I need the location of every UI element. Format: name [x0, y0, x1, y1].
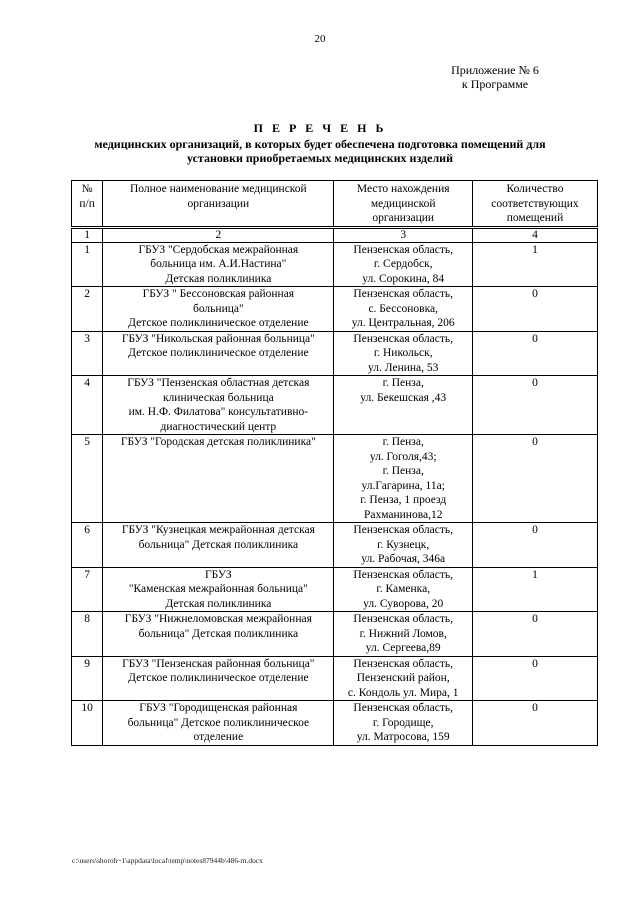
- organization-location-line: г. Пенза,: [382, 436, 424, 448]
- organization-location-line: Пензенская область,: [353, 657, 453, 670]
- organization-location: [334, 567, 473, 612]
- organization-location-line: г. Пенза, 1 проезд: [360, 494, 447, 506]
- organization-name: [103, 287, 334, 332]
- row-number: 6: [72, 523, 103, 568]
- organization-location-line: ул. Матросова, 159: [356, 731, 450, 743]
- premises-count: 1: [472, 567, 597, 612]
- header-name-line-1: Полное наименование медицинской: [129, 183, 307, 195]
- organization-name: [103, 612, 334, 657]
- organization-name-line: ГБУЗ " Бессоновская районная: [142, 288, 295, 300]
- organization-name-line: Детская поликлиника: [165, 272, 272, 285]
- organization-location: [334, 701, 473, 746]
- organization-location-line: Пензенский район,: [356, 672, 450, 684]
- organization-name-line: Детское поликлиническое отделение: [128, 317, 309, 329]
- organization-location-line: г. Пенза,: [382, 465, 424, 477]
- organization-location: [334, 376, 473, 435]
- table-row: [72, 376, 598, 435]
- organization-location-line: Пензенская область,: [353, 524, 453, 536]
- organization-name-line: им. Н.Ф. Филатова" консультативно-: [128, 406, 309, 418]
- row-number: 5: [72, 435, 103, 523]
- table-row: [72, 435, 598, 523]
- premises-count: 0: [472, 523, 597, 568]
- organization-location-line: Пензенская область,: [353, 568, 453, 581]
- column-number: 3: [334, 227, 473, 242]
- organization-name-line: "Каменская межрайонная больница": [128, 583, 308, 595]
- premises-count: 0: [472, 701, 597, 746]
- organization-location-line: г. Сердобск,: [373, 258, 433, 270]
- organization-name: [103, 523, 334, 568]
- header-place-line-2: медицинской: [370, 197, 436, 210]
- table-row: [72, 331, 598, 376]
- header-count-line-2: соответствующих: [491, 197, 579, 210]
- organization-location: [334, 523, 473, 568]
- organization-location-line: Пензенская область,: [353, 332, 453, 345]
- organization-location-line: г. Каменка,: [376, 583, 431, 595]
- organization-name-line: больница" Детская поликлиника: [138, 627, 299, 640]
- organization-location-line: Пензенская область,: [353, 702, 453, 714]
- premises-count: 0: [472, 612, 597, 657]
- organization-name: [103, 331, 334, 376]
- organization-location-line: ул.Гагарина, 11а;: [361, 479, 445, 492]
- organization-location-line: ул. Сергеева,89: [365, 642, 441, 654]
- organization-name-line: ГБУЗ: [205, 568, 232, 581]
- organization-location: [334, 612, 473, 657]
- row-number: 3: [72, 331, 103, 376]
- organization-location: [334, 242, 473, 287]
- organization-location-line: ул. Сорокина, 84: [362, 272, 445, 285]
- organization-location: [334, 331, 473, 376]
- column-number: 2: [103, 227, 334, 242]
- header-number: [72, 181, 103, 228]
- row-number: 10: [72, 701, 103, 746]
- organization-location: [334, 656, 473, 701]
- organization-location-line: с. Кондоль ул. Мира, 1: [347, 686, 459, 699]
- row-number: 4: [72, 376, 103, 435]
- header-number-line-1: №: [81, 183, 93, 195]
- row-number: 2: [72, 287, 103, 332]
- organization-name-line: Детское поликлиническое отделение: [128, 347, 309, 359]
- header-place-line-1: Место нахождения: [356, 183, 450, 195]
- organization-location-line: Пензенская область,: [353, 243, 453, 256]
- organization-location-line: ул. Гоголя,43;: [369, 450, 437, 463]
- table-row: [72, 701, 598, 746]
- organization-name: [103, 242, 334, 287]
- organization-name-line: больница": [192, 302, 244, 315]
- header-place: [334, 181, 473, 228]
- organization-name-line: больница им. А.И.Настина": [150, 258, 287, 270]
- premises-count: 0: [472, 376, 597, 435]
- organization-name-line: больница" Детская поликлиника: [138, 538, 299, 551]
- row-number: 7: [72, 567, 103, 612]
- organization-location: [334, 287, 473, 332]
- organization-name-line: больница" Детское поликлиническое: [127, 716, 310, 729]
- document-title: П Е Р Е Ч Е Н Ь: [253, 121, 387, 135]
- table-row: [72, 242, 598, 287]
- organization-location: [334, 435, 473, 523]
- organization-location-line: Пензенская область,: [353, 288, 453, 300]
- document-subtitle: [60, 137, 580, 165]
- organization-name-line: ГБУЗ "Никольская районная больница": [121, 332, 315, 345]
- organization-location-line: ул. Ленина, 53: [368, 361, 439, 374]
- organization-name: [103, 701, 334, 746]
- subtitle-line-1: медицинских организаций, в которых будет обеспечена подготовка помещений для: [94, 137, 546, 151]
- organization-location-line: Рахманинова,12: [363, 508, 443, 521]
- organization-name: [103, 567, 334, 612]
- premises-count: 1: [472, 242, 597, 287]
- table-row: [72, 612, 598, 657]
- organization-name-line: ГБУЗ "Нижнеломовская межрайонная: [124, 613, 312, 625]
- organization-name-line: ГБУЗ "Городищенская районная: [139, 702, 298, 714]
- column-number-row: [72, 227, 598, 242]
- premises-count: 0: [472, 287, 597, 332]
- table-row: [72, 287, 598, 332]
- header-count: [472, 181, 597, 228]
- row-number: 9: [72, 656, 103, 701]
- organization-name-line: ГБУЗ "Сердобская межрайонная: [138, 243, 299, 256]
- row-number: 1: [72, 242, 103, 287]
- table-header-row: [72, 181, 598, 228]
- organization-location-line: ул. Рабочая, 346а: [361, 553, 446, 565]
- premises-count: 0: [472, 656, 597, 701]
- header-number-line-2: п/п: [79, 197, 95, 210]
- table-row: [72, 523, 598, 568]
- table-row: [72, 567, 598, 612]
- header-count-line-3: помещений: [506, 212, 564, 224]
- appendix-line-1: Приложение № 6: [451, 63, 539, 77]
- organization-name-line: ГБУЗ "Городская детская поликлиника": [120, 436, 316, 448]
- appendix-line-2: к Программе: [461, 77, 529, 91]
- organization-name-line: Детская поликлиника: [165, 597, 272, 610]
- organization-location-line: с. Бессоновка,: [368, 302, 438, 315]
- header-name-line-2: организации: [187, 197, 250, 210]
- footer-file-path: c:\users\shoroh~1\appdata\local\temp\notes87944b\486-m.docx: [72, 856, 263, 865]
- column-number: 4: [472, 227, 597, 242]
- organization-name-line: клиническая больница: [162, 391, 274, 404]
- header-name: [103, 181, 334, 228]
- appendix-note: [420, 63, 570, 91]
- page-number: 20: [314, 33, 326, 45]
- organizations-table: [71, 180, 598, 746]
- organization-location-line: г. Нижний Ломов,: [359, 627, 447, 640]
- row-number: 8: [72, 612, 103, 657]
- premises-count: 0: [472, 331, 597, 376]
- organization-name: [103, 656, 334, 701]
- header-count-line-1: Количество: [506, 183, 564, 195]
- organization-location-line: ул. Центральная, 206: [351, 317, 455, 329]
- organization-name-line: Детское поликлиническое отделение: [128, 672, 309, 684]
- organization-name-line: отделение: [193, 731, 244, 743]
- organization-name-line: диагностический центр: [160, 420, 277, 433]
- organization-location-line: ул. Бекешская ,43: [360, 391, 447, 404]
- organization-name-line: ГБУЗ "Пензенская районная больница": [122, 657, 315, 670]
- organization-location-line: ул. Суворова, 20: [363, 597, 444, 610]
- organization-name-line: ГБУЗ "Кузнецкая межрайонная детская: [121, 524, 315, 536]
- organization-location-line: г. Никольск,: [373, 347, 433, 359]
- column-number: 1: [72, 227, 103, 242]
- premises-count: 0: [472, 435, 597, 523]
- subtitle-line-2: установки приобретаемых медицинских изделий: [186, 151, 454, 165]
- table-row: [72, 656, 598, 701]
- organization-name: [103, 435, 334, 523]
- organization-location-line: Пензенская область,: [353, 613, 453, 625]
- header-place-line-3: организации: [372, 212, 435, 224]
- organization-location-line: г. Пенза,: [382, 377, 424, 389]
- organization-location-line: г. Кузнецк,: [377, 538, 430, 551]
- organization-name: [103, 376, 334, 435]
- organization-name-line: ГБУЗ "Пензенская областная детская: [127, 377, 310, 389]
- organization-location-line: г. Городище,: [372, 716, 434, 729]
